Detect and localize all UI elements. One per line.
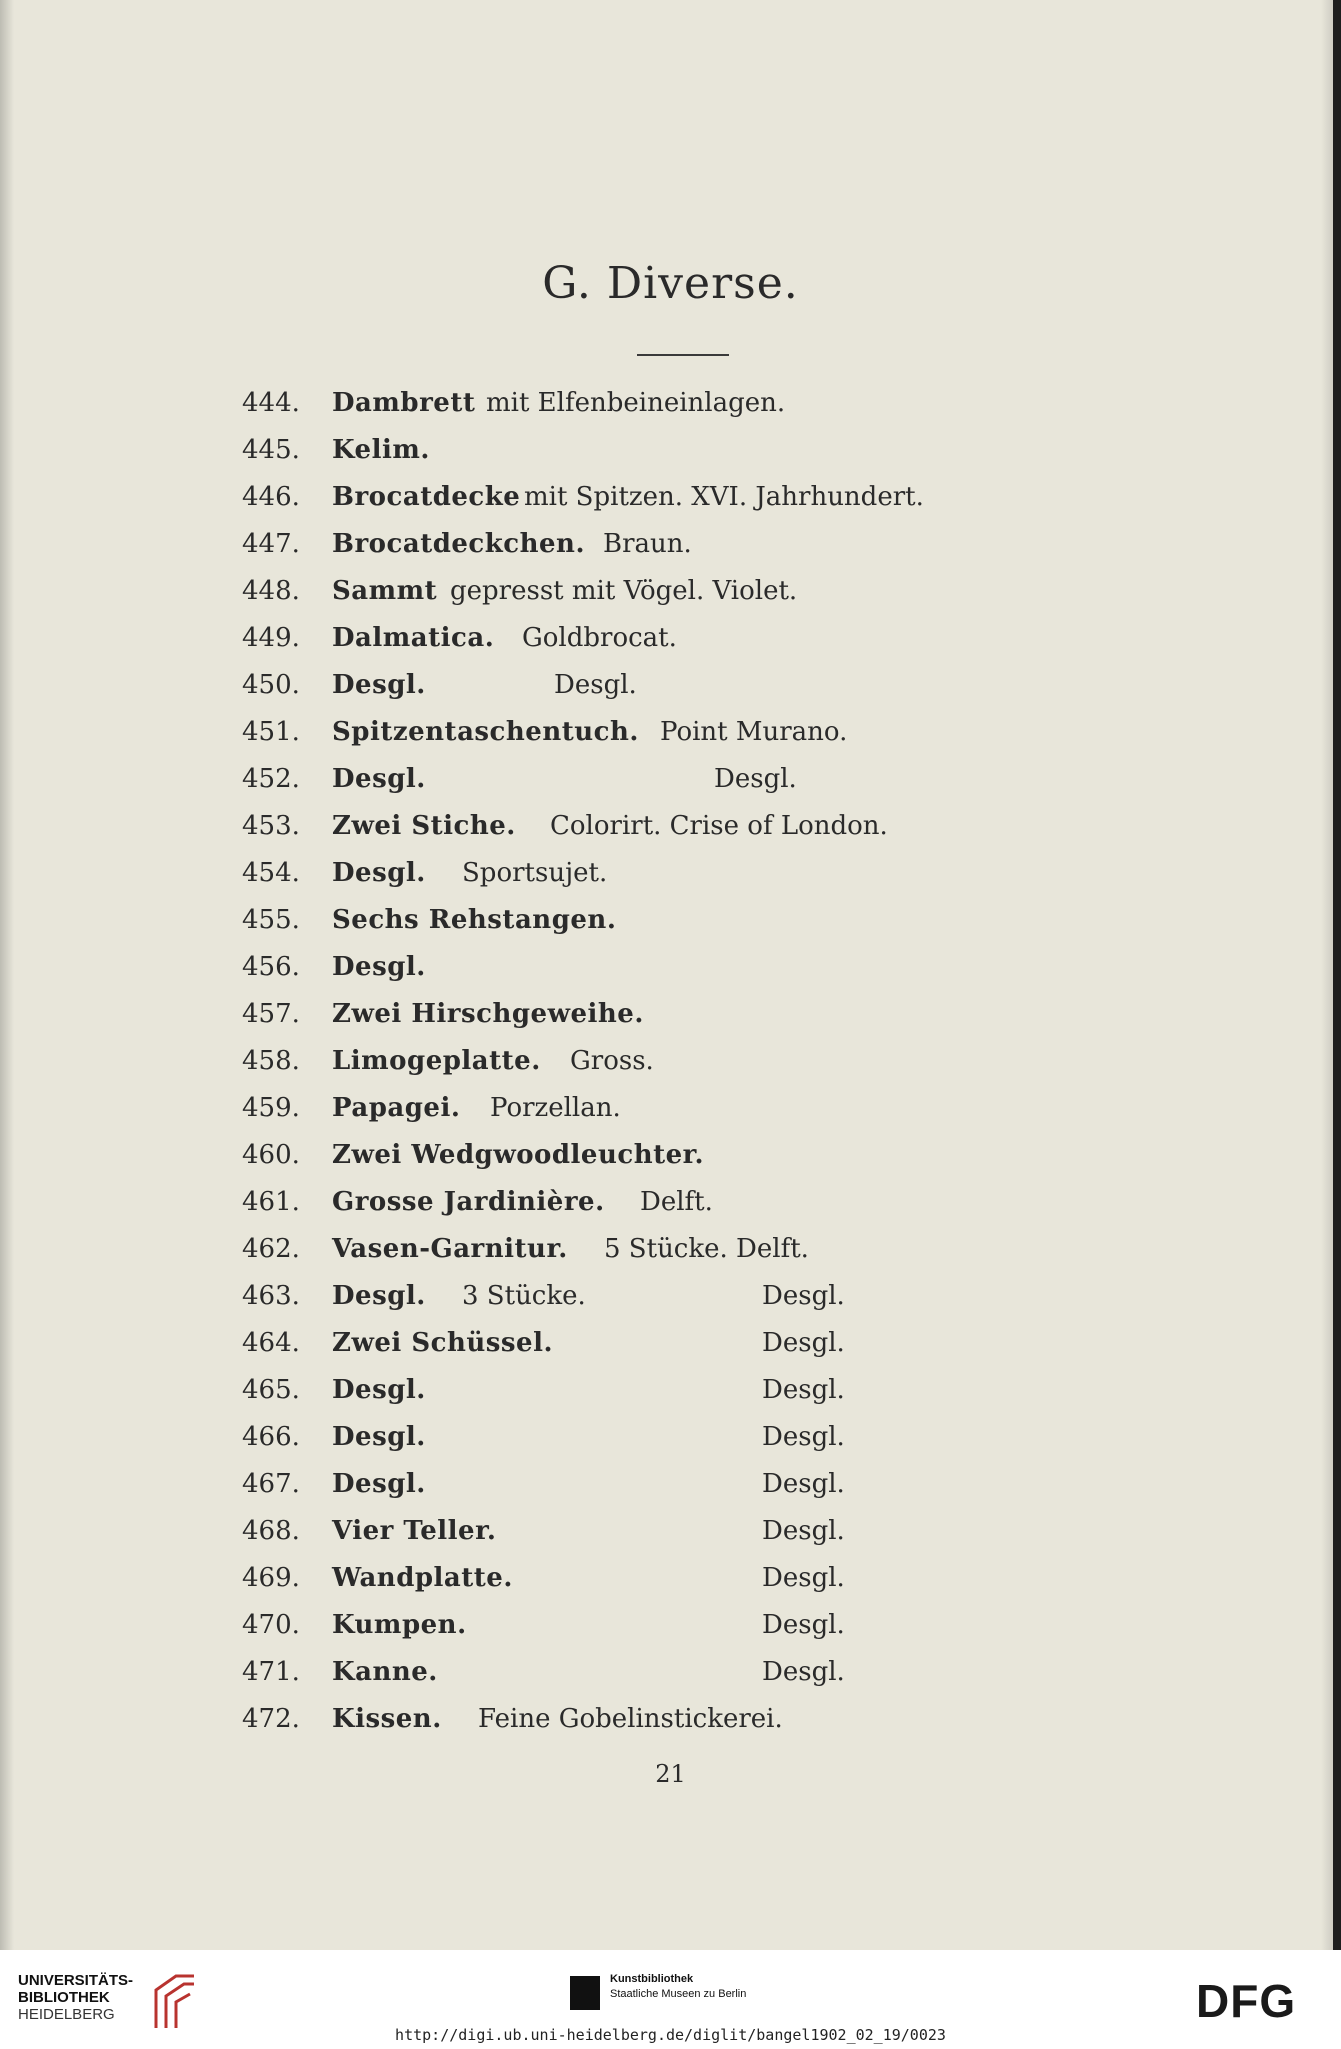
entry-name: Zwei Schüssel.	[332, 1328, 553, 1358]
entry-number: 471.	[242, 1657, 300, 1687]
entry-number: 444.	[242, 388, 300, 418]
entry-467	[0, 1469, 1341, 1513]
kunstbibliothek-logo[interactable]	[570, 1968, 800, 2014]
entry-description: Desgl.	[762, 1657, 845, 1687]
entry-number: 472.	[242, 1704, 300, 1734]
entry-number: 469.	[242, 1563, 300, 1593]
entry-456	[0, 952, 1341, 996]
kunstbibliothek-mark-icon	[570, 1976, 600, 2010]
university-library-logo[interactable]	[18, 1972, 198, 2034]
entry-447	[0, 529, 1341, 573]
entry-449	[0, 623, 1341, 667]
entry-number: 451.	[242, 717, 300, 747]
entry-number: 458.	[242, 1046, 300, 1076]
entry-number: 463.	[242, 1281, 300, 1311]
entry-455	[0, 905, 1341, 949]
entry-number: 449.	[242, 623, 300, 653]
entry-451	[0, 717, 1341, 761]
entry-number: 464.	[242, 1328, 300, 1358]
entry-number: 462.	[242, 1234, 300, 1264]
kunstbibliothek-wordmark	[610, 1972, 746, 2002]
entry-name: Vier Teller.	[332, 1516, 497, 1546]
entry-470	[0, 1610, 1341, 1654]
entry-463	[0, 1281, 1341, 1325]
entry-name: Desgl.	[332, 1422, 426, 1452]
entry-444	[0, 388, 1341, 432]
entry-453	[0, 811, 1341, 855]
entry-description: Braun.	[603, 529, 692, 559]
section-title: G. Diverse.	[542, 258, 799, 309]
entry-471	[0, 1657, 1341, 1701]
library-emblem-icon	[150, 1972, 200, 2032]
kb-line-1: Kunstbibliothek	[610, 1973, 694, 1985]
entry-name: Papagei.	[332, 1093, 461, 1123]
entry-number: 467.	[242, 1469, 300, 1499]
entry-description: Feine Gobelinstickerei.	[478, 1704, 783, 1734]
entry-description: Delft.	[640, 1187, 713, 1217]
entry-name: Kissen.	[332, 1704, 442, 1734]
entry-number: 454.	[242, 858, 300, 888]
entry-448	[0, 576, 1341, 620]
entry-name: Grosse Jardinière.	[332, 1187, 605, 1217]
uni-line-2: BIBLIOTHEK	[18, 1989, 110, 2006]
entry-452	[0, 764, 1341, 808]
entry-name: Desgl.	[332, 1375, 426, 1405]
entry-number: 452.	[242, 764, 300, 794]
entry-name: Spitzentaschentuch.	[332, 717, 639, 747]
entry-description: Desgl.	[762, 1469, 845, 1499]
entry-number: 446.	[242, 482, 300, 512]
entry-name: Sammt	[332, 576, 438, 606]
entry-description: mit Spitzen. XVI. Jahrhundert.	[524, 482, 924, 512]
entry-description: Desgl.	[554, 670, 637, 700]
entry-number: 459.	[242, 1093, 300, 1123]
entry-446	[0, 482, 1341, 526]
entry-name: Brocatdeckchen.	[332, 529, 586, 559]
entry-472	[0, 1704, 1341, 1748]
entry-description: 3 Stücke.	[462, 1281, 586, 1311]
footer-bar	[0, 1950, 1341, 2049]
entry-number: 445.	[242, 435, 300, 465]
entry-name: Zwei Wedgwoodleuchter.	[332, 1140, 705, 1170]
uni-line-1: UNIVERSITÄTS-	[18, 1972, 134, 1989]
entry-description: Goldbrocat.	[522, 623, 677, 653]
entry-445	[0, 435, 1341, 479]
entry-description: Desgl.	[762, 1422, 845, 1452]
entry-name: Desgl.	[332, 1469, 426, 1499]
entry-name: Kelim.	[332, 435, 430, 465]
entry-number: 455.	[242, 905, 300, 935]
title-rule	[637, 354, 729, 356]
entry-description: Sportsujet.	[462, 858, 608, 888]
entry-description: Desgl.	[762, 1328, 845, 1358]
entry-460	[0, 1140, 1341, 1184]
entry-name: Desgl.	[332, 858, 426, 888]
entry-number: 447.	[242, 529, 300, 559]
entry-number: 460.	[242, 1140, 300, 1170]
entry-name: Desgl.	[332, 1281, 426, 1311]
entry-number: 450.	[242, 670, 300, 700]
entry-number: 456.	[242, 952, 300, 982]
entry-468	[0, 1516, 1341, 1560]
entry-number: 465.	[242, 1375, 300, 1405]
entry-name: Desgl.	[332, 952, 426, 982]
entry-number: 457.	[242, 999, 300, 1029]
entry-description: mit Elfenbeineinlagen.	[486, 388, 786, 418]
entry-number: 448.	[242, 576, 300, 606]
uni-line-3: HEIDELBERG	[18, 2006, 115, 2023]
page-number: 21	[655, 1760, 686, 1788]
entry-number: 461.	[242, 1187, 300, 1217]
entry-description: Desgl.	[714, 764, 797, 794]
entry-description: Point Murano.	[660, 717, 848, 747]
entry-description: Desgl.	[762, 1375, 845, 1405]
entry-name: Dambrett	[332, 388, 476, 418]
entry-465	[0, 1375, 1341, 1419]
entry-name: Wandplatte.	[332, 1563, 513, 1593]
entry-469	[0, 1563, 1341, 1607]
entry-name: Desgl.	[332, 670, 426, 700]
entry-name: Sechs Rehstangen.	[332, 905, 617, 935]
entry-description: Desgl.	[762, 1563, 845, 1593]
entry-description: Desgl.	[762, 1516, 845, 1546]
entry-name: Kanne.	[332, 1657, 438, 1687]
entry-name: Kumpen.	[332, 1610, 467, 1640]
entry-name: Dalmatica.	[332, 623, 495, 653]
entry-name: Brocatdecke	[332, 482, 521, 512]
entry-466	[0, 1422, 1341, 1466]
entry-462	[0, 1234, 1341, 1278]
entry-number: 466.	[242, 1422, 300, 1452]
entry-457	[0, 999, 1341, 1043]
permalink-url[interactable]: http://digi.ub.uni-heidelberg.de/diglit/bangel1902_02_19/0023	[395, 2026, 946, 2044]
entry-name: Zwei Hirschgeweihe.	[332, 999, 644, 1029]
entry-464	[0, 1328, 1341, 1372]
entry-461	[0, 1187, 1341, 1231]
entry-description: Desgl.	[762, 1610, 845, 1640]
entry-description: Porzellan.	[490, 1093, 621, 1123]
entry-number: 453.	[242, 811, 300, 841]
entry-number: 468.	[242, 1516, 300, 1546]
entry-458	[0, 1046, 1341, 1090]
entry-name: Desgl.	[332, 764, 426, 794]
entry-description: 5 Stücke. Delft.	[604, 1234, 809, 1264]
entry-459	[0, 1093, 1341, 1137]
entry-number: 470.	[242, 1610, 300, 1640]
entry-description: gepresst mit Vögel. Violet.	[450, 576, 798, 606]
entry-name: Vasen-Garnitur.	[332, 1234, 568, 1264]
entry-description: Gross.	[570, 1046, 654, 1076]
dfg-logo[interactable]: DFG	[1196, 1975, 1297, 2027]
entry-454	[0, 858, 1341, 902]
entry-description-secondary: Desgl.	[762, 1281, 845, 1311]
entry-450	[0, 670, 1341, 714]
kb-line-2: Staatliche Museen zu Berlin	[610, 1988, 747, 2000]
entry-name: Limogeplatte.	[332, 1046, 541, 1076]
entry-description: Colorirt. Crise of London.	[550, 811, 888, 841]
entry-name: Zwei Stiche.	[332, 811, 516, 841]
